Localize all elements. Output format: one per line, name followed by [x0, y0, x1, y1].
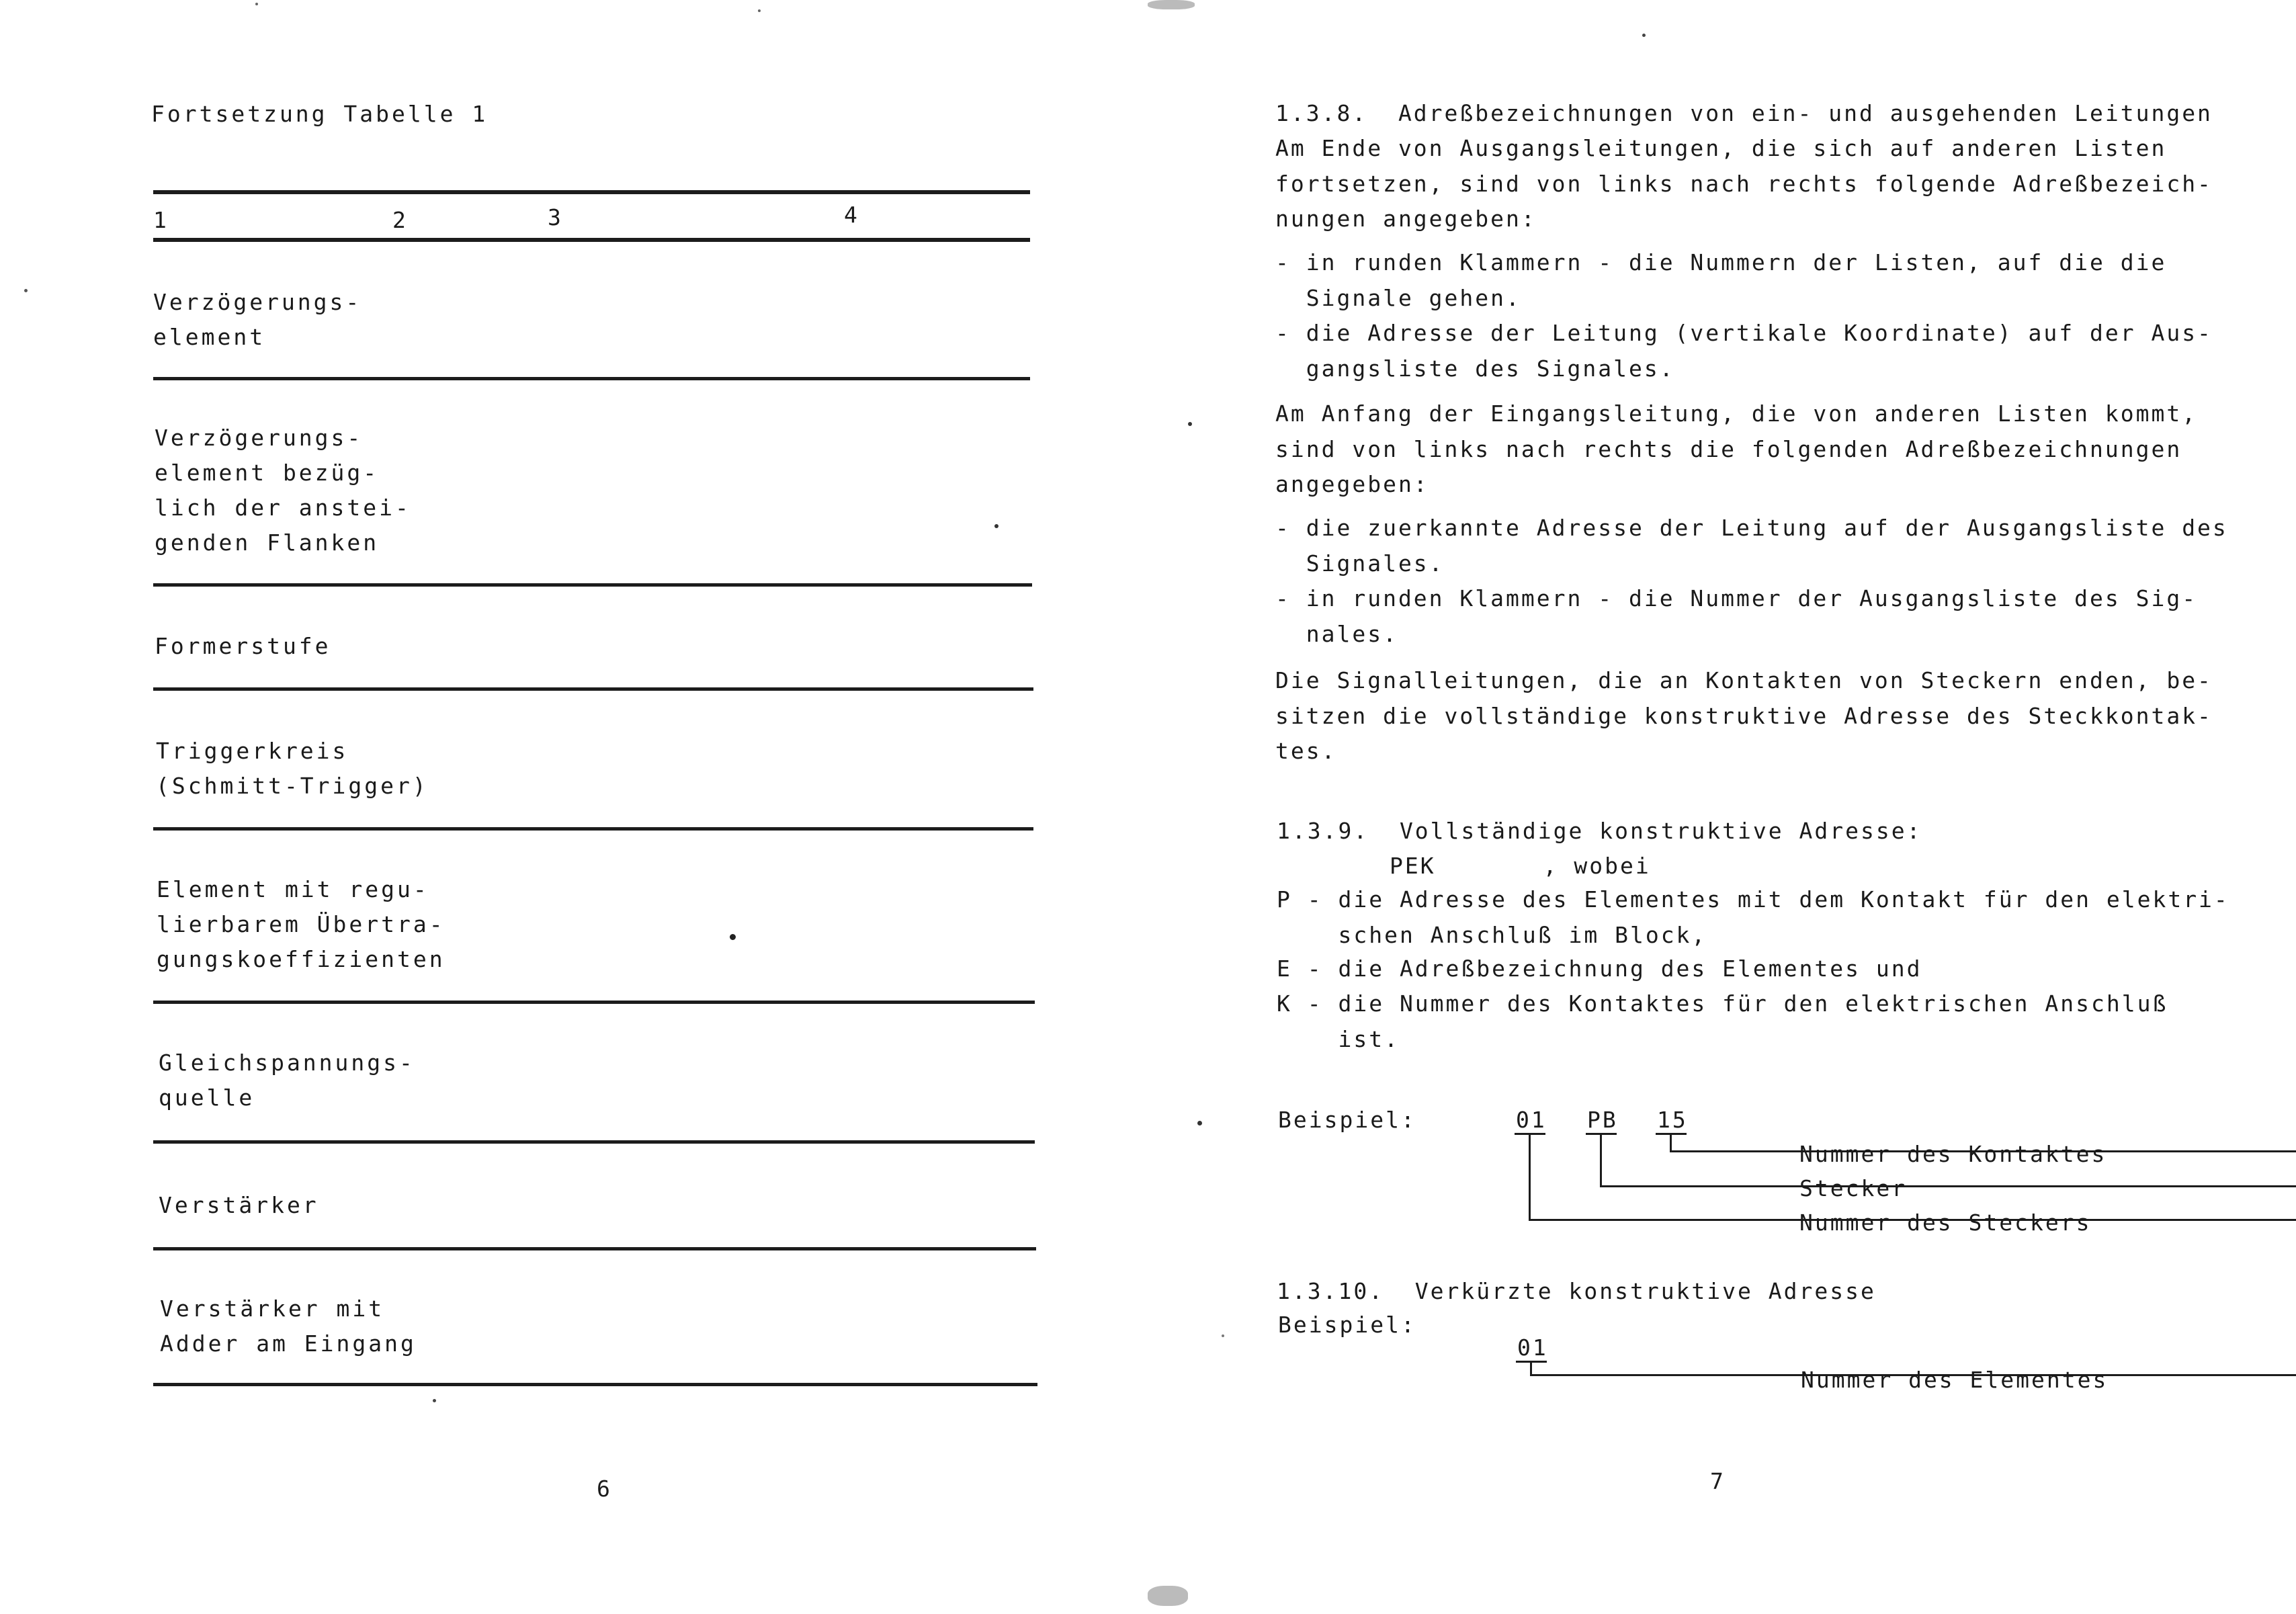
table-row-rule [153, 827, 1033, 831]
table-row-label: Verzögerungs- element bezüg- lich der anstei- genden Flanken [155, 425, 411, 556]
table-row-rule [153, 377, 1030, 380]
table-bottom-rule [153, 1383, 1037, 1386]
scan-speck [433, 1399, 436, 1402]
connector-line [1670, 1134, 1672, 1152]
section-1-3-8-paragraph-2: Am Anfang der Eingangsleitung, die von anderen Listen kommt, sind von links nach rechts die folgenden Adreßbezeichnungen angegeben: [1275, 400, 2198, 497]
scan-speck [1222, 1334, 1224, 1337]
scan-smudge [1148, 0, 1195, 9]
table-row-rule [153, 1140, 1035, 1144]
table-row-rule [153, 687, 1033, 691]
list-item: - in runden Klammern - die Nummer der Ausgangsliste des Sig- nales. [1275, 585, 2198, 647]
list-item: - die Adresse der Leitung (vertikale Koordinate) auf der Aus- gangsliste des Signales. [1275, 320, 2213, 382]
table-top-rule [153, 190, 1030, 194]
list-item: - die zuerkannte Adresse der Leitung auf der Ausgangsliste des Signales. [1275, 515, 2228, 577]
table-row-label: Verzögerungs- element [153, 289, 362, 350]
table-row-label: Verstärker mit Adder am Eingang [160, 1296, 417, 1357]
table-row-label: Triggerkreis (Schmitt-Trigger) [156, 738, 429, 799]
scan-speck [1188, 422, 1192, 426]
connector-line [1600, 1134, 1602, 1187]
table-row-label: Formerstufe [155, 633, 331, 659]
table-row-rule [153, 1247, 1036, 1250]
scan-speck [730, 934, 736, 940]
section-heading-1-3-8: 1.3.8. Adreßbezeichnungen von ein- und ausgehenden Leitungen [1275, 100, 2213, 126]
column-header-3: 3 [548, 204, 564, 230]
example-label: Beispiel: [1278, 1107, 1416, 1133]
scan-speck [255, 3, 258, 5]
section-heading-1-3-9: 1.3.9. Vollständige konstruktive Adresse: [1277, 818, 1922, 844]
scan-speck [24, 289, 28, 292]
example-label-contact: Nummer des Kontaktes [1799, 1141, 2107, 1167]
scan-speck [1197, 1121, 1202, 1125]
section-1-3-8-intro: Am Ende von Ausgangsleitungen, die sich auf anderen Listen fortsetzen, sind von links nach rechts folgende Adreßbezeich- nungen angegeben: [1275, 135, 2213, 232]
example-code-pb: PB [1587, 1107, 1618, 1133]
section-heading-1-3-10: 1.3.10. Verkürzte konstruktive Adresse [1277, 1278, 1876, 1304]
example-label-element-number: Nummer des Elementes [1801, 1367, 2109, 1393]
example-code-15: 15 [1657, 1107, 1688, 1133]
table-row-label: Verstärker [159, 1192, 319, 1218]
address-formula: PEK , wobei [1390, 853, 1651, 879]
scan-speck [1642, 34, 1646, 37]
table-row-label: Gleichspannungs- quelle [159, 1050, 415, 1111]
scan-smudge [1148, 1586, 1188, 1606]
table-header-rule [153, 238, 1030, 242]
list-item: - in runden Klammern - die Nummern der Listen, auf die die Signale gehen. [1275, 249, 2167, 311]
column-header-4: 4 [844, 202, 860, 228]
table-row-label: Element mit regu- lierbarem Übertra- gungskoeffizienten [157, 876, 445, 972]
example-code-01: 01 [1517, 1334, 1548, 1361]
definition-item: K - die Nummer des Kontaktes für den elektrischen Anschluß ist. [1277, 990, 2168, 1052]
connector-line [1530, 1362, 1532, 1375]
definition-item: E - die Adreßbezeichnung des Elementes und [1277, 955, 1922, 982]
example-label: Beispiel: [1278, 1312, 1416, 1338]
example-code-01: 01 [1516, 1107, 1547, 1133]
example-label-plug: Stecker [1799, 1175, 1908, 1201]
table-caption: Fortsetzung Tabelle 1 [151, 101, 488, 127]
scan-speck [994, 524, 998, 528]
scan-speck [758, 9, 761, 12]
page-number: 7 [1710, 1468, 1724, 1494]
table-row-rule [153, 1001, 1035, 1004]
table-row-rule [153, 583, 1032, 587]
definition-item: P - die Adresse des Elementes mit dem Kontakt für den elektri- schen Anschluß im Block, [1277, 886, 2229, 948]
section-1-3-8-paragraph-3: Die Signalleitungen, die an Kontakten von Steckern enden, be- sitzen die vollständige konstruktive Adresse des Steckkontak- tes. [1275, 667, 2213, 764]
column-header-2: 2 [392, 207, 409, 233]
right-page [1148, 0, 2296, 1614]
column-header-1: 1 [153, 207, 169, 233]
connector-line [1529, 1134, 1531, 1220]
example-label-plug-number: Nummer des Steckers [1799, 1209, 2092, 1236]
page-number: 6 [597, 1476, 610, 1502]
connector-line [1600, 1185, 2296, 1187]
